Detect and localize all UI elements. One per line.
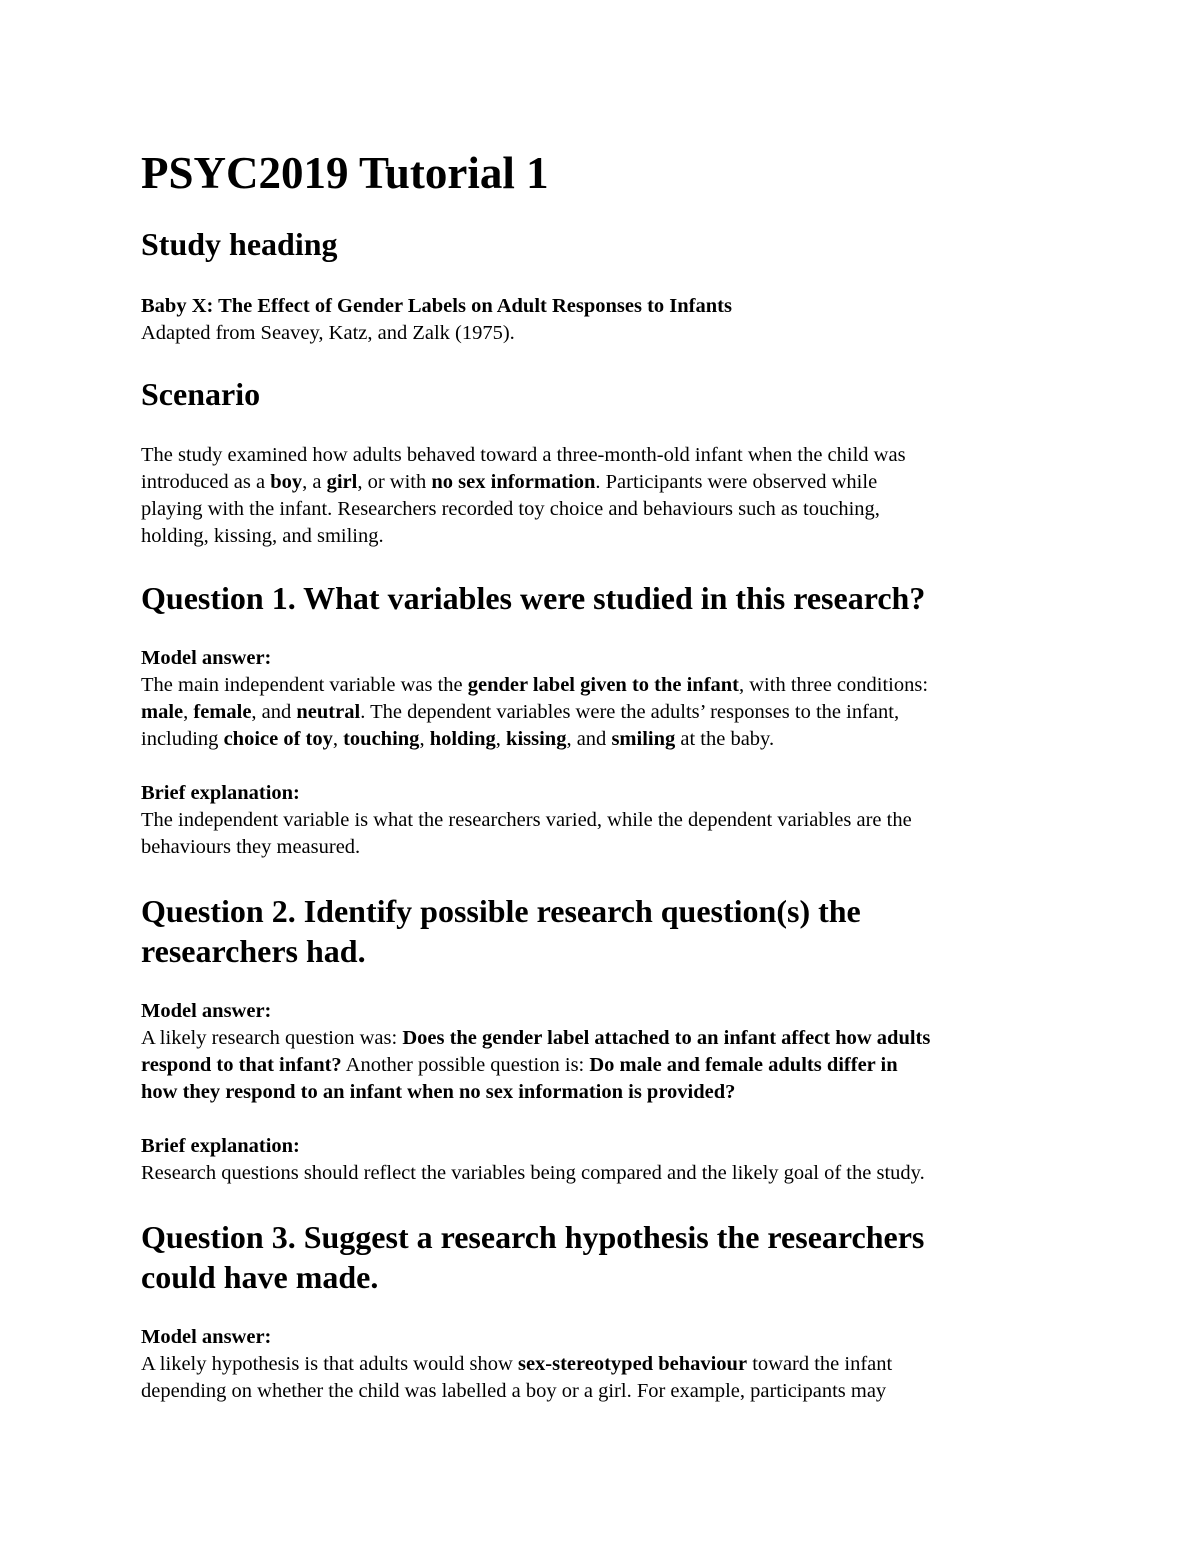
text-run: , (332, 728, 344, 750)
text-run: toward the infant (747, 1353, 893, 1375)
bold-text: no sex information (431, 471, 596, 493)
bold-text: male (141, 701, 184, 723)
bold-text: how they respond to an infant when no sex information is provided? (141, 1081, 736, 1103)
text-run: . Participants were observed while (595, 471, 878, 493)
text-run: , (419, 728, 430, 750)
text-run: A likely hypothesis is that adults would show (141, 1353, 518, 1375)
text-line (141, 726, 1061, 753)
brief-explanation-text (141, 1160, 1061, 1187)
model-answer-text (141, 1025, 1061, 1106)
bold-text: sex-stereotyped behaviour (517, 1353, 748, 1375)
text-line (141, 807, 1061, 834)
text-run: . The dependent variables were the adults’ responses to the infant, (360, 701, 900, 723)
bold-text: boy (270, 471, 303, 493)
text-run: A likely research question was: (141, 1027, 403, 1049)
study-info (141, 293, 1061, 347)
text-run: The main independent variable was the (141, 674, 468, 696)
text-line (141, 1351, 1061, 1378)
model-answer-text (141, 672, 1061, 753)
bold-text: touching (343, 728, 420, 750)
model-answer-label: Model answer: (141, 1000, 272, 1022)
text-line (141, 496, 1061, 523)
text-run: , or with (357, 471, 432, 493)
text-line (141, 1052, 1061, 1079)
question-1-brief-explanation (141, 780, 1061, 861)
text-line (141, 1378, 1061, 1405)
text-run: behaviours they measured. (141, 836, 361, 858)
question-2-model-answer (141, 998, 1061, 1106)
bold-text: smiling (611, 728, 676, 750)
bold-text: gender label given to the infant (467, 674, 739, 696)
bold-text: Do male and female adults differ in (589, 1054, 898, 1076)
text-run: , and (566, 728, 612, 750)
text-run: holding, kissing, and smiling. (141, 525, 384, 547)
bold-text: holding (429, 728, 496, 750)
text-run: Another possible question is: (341, 1054, 590, 1076)
text-run: at the baby. (675, 728, 775, 750)
bold-text: respond to that infant? (141, 1054, 342, 1076)
question-3-model-answer (141, 1324, 1061, 1405)
question-1-model-answer (141, 645, 1061, 753)
model-answer-text (141, 1351, 1061, 1405)
bold-text: neutral (296, 701, 361, 723)
text-run: , (183, 701, 194, 723)
text-run: , a (302, 471, 327, 493)
text-line (141, 1025, 1061, 1052)
brief-explanation-text (141, 807, 1061, 861)
text-run: The independent variable is what the researchers varied, while the dependent variables are the (141, 809, 912, 831)
brief-explanation-label: Brief explanation: (141, 1135, 300, 1157)
text-run: including (141, 728, 224, 750)
text-line (141, 1160, 1061, 1187)
question-3-heading: Question 3. Suggest a research hypothesis the researchers could have made. (141, 1219, 925, 1295)
model-answer-label: Model answer: (141, 647, 272, 669)
text-run: The study examined how adults behaved toward a three-month-old infant when the child was (141, 444, 906, 466)
study-heading-title: Study heading (141, 226, 338, 262)
bold-text: kissing (506, 728, 567, 750)
text-line (141, 523, 1061, 550)
text-line (141, 442, 1061, 469)
text-run: Research questions should reflect the variables being compared and the likely goal of the study. (141, 1162, 925, 1184)
text-line (141, 834, 1061, 861)
scenario-paragraph (141, 442, 1061, 550)
text-run: , (495, 728, 507, 750)
text-run: depending on whether the child was labelled a boy or a girl. For example, participants may (141, 1380, 887, 1402)
study-title: Baby X: The Effect of Gender Labels on Adult Responses to Infants (141, 295, 732, 317)
bold-text: female (193, 701, 252, 723)
text-run: playing with the infant. Researchers recorded toy choice and behaviours such as touching, (141, 498, 880, 520)
bold-text: Does the gender label attached to an infant affect how adults (402, 1027, 931, 1049)
bold-text: girl (326, 471, 358, 493)
text-line (141, 699, 1061, 726)
text-run: , with three conditions: (739, 674, 929, 696)
question-2-heading: Question 2. Identify possible research question(s) the researchers had. (141, 893, 861, 969)
text-run: introduced as a (141, 471, 271, 493)
model-answer-label: Model answer: (141, 1326, 272, 1348)
study-source: Adapted from Seavey, Katz, and Zalk (1975). (141, 322, 515, 344)
question-2-brief-explanation (141, 1133, 1061, 1187)
scenario-heading: Scenario (141, 376, 261, 412)
text-line (141, 469, 1061, 496)
text-run: , and (251, 701, 297, 723)
text-line (141, 1079, 1061, 1106)
document-title: PSYC2019 Tutorial 1 (141, 148, 549, 198)
bold-text: choice of toy (223, 728, 333, 750)
text-line (141, 672, 1061, 699)
brief-explanation-label: Brief explanation: (141, 782, 300, 804)
question-1-heading: Question 1. What variables were studied in this research? (141, 580, 926, 616)
